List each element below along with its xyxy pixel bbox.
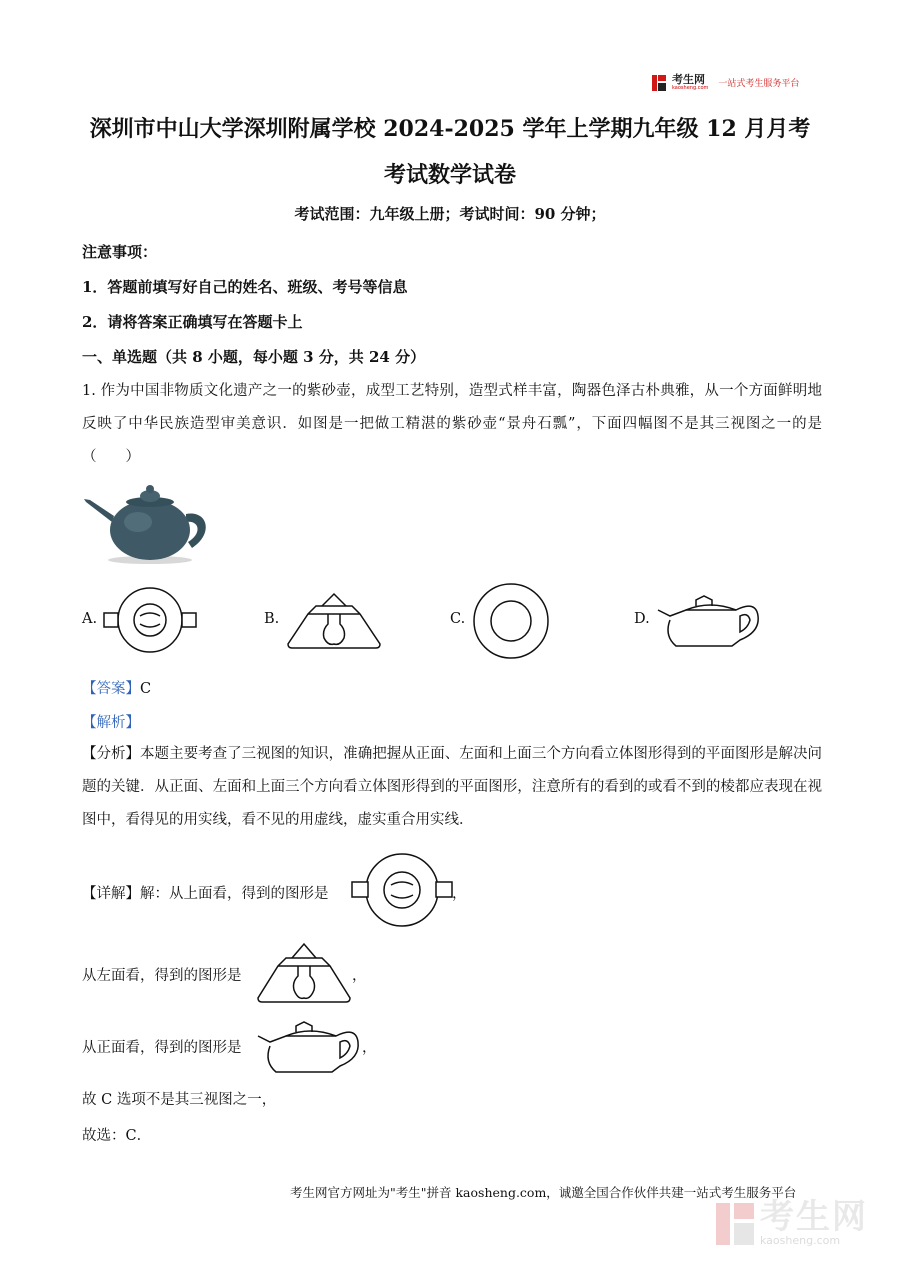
- option-b-label: B.: [264, 611, 280, 627]
- detail-left-text: 从左面看，得到的图形是: [82, 968, 242, 984]
- watermark-name: 考生网: [760, 1197, 868, 1237]
- detail-label: 【详解】: [82, 886, 140, 902]
- detail-top-comma: ，: [452, 886, 467, 902]
- header-slogan: 一站式考生服务平台: [718, 79, 800, 89]
- conclusion-text: 故 C 选项不是其三视图之一，: [82, 1092, 277, 1108]
- detail-left-comma: ，: [352, 968, 367, 984]
- notes-item-1: 1．答题前填写好自己的姓名、班级、考号等信息: [82, 278, 408, 296]
- option-d-front-view: [656, 590, 762, 648]
- kaosheng-logo-icon: [652, 75, 666, 91]
- option-a-top-view: [104, 586, 196, 654]
- watermark: [716, 1197, 868, 1247]
- notes-heading: 注意事项：: [82, 243, 158, 261]
- watermark-logo-icon: [716, 1201, 756, 1247]
- analysis-label: 【解析】: [82, 715, 140, 731]
- option-c-label: C.: [450, 611, 466, 627]
- detail-front-text: 从正面看，得到的图形是: [82, 1040, 242, 1056]
- section-heading: 一、单选题（共 8 小题，每小题 3 分，共 24 分）: [82, 348, 426, 366]
- detail-left-view-figure: [256, 942, 352, 1004]
- option-b-left-view: [286, 592, 382, 650]
- detail-top-text: 解：从上面看，得到的图形是: [140, 886, 329, 902]
- logo-domain: kaosheng.com: [672, 85, 709, 91]
- fenxi-text: 本题主要考查了三视图的知识，准确把握从正面、左面和上面三个方向看立体图形得到的平面图形是解决问题的关键．从正面、左面和上面三个方向看立体图形得到的平面图形，注意所有的看到的或看不到的棱都应表现在视图中，看得见的用实线，看不见的用虚线，虚实重合用实线．: [82, 746, 823, 828]
- page-footer: 考生网官方网址为"考生"拼音 kaosheng.com，诚邀全国合作伙伴共建一站式考生服务平台: [290, 1185, 797, 1200]
- exam-info: 考试范围：九年级上册；考试时间：90 分钟；: [294, 205, 606, 223]
- option-a-label: A.: [82, 611, 98, 627]
- detail-front-comma: ，: [362, 1040, 377, 1056]
- detail-front-view-figure: [256, 1014, 362, 1074]
- header-logo: [652, 74, 799, 91]
- detail-top-line: [82, 882, 329, 903]
- option-d-label: D.: [634, 611, 650, 627]
- fenxi-label: 【分析】: [82, 746, 141, 762]
- page-title-line1: 深圳市中山大学深圳附属学校 2024-2025 学年上学期九年级 12 月月考: [89, 116, 811, 142]
- watermark-domain: kaosheng.com: [760, 1234, 841, 1247]
- question-text: 1. 作为中国非物质文化遗产之一的紫砂壶，成型工艺特别，造型式样丰富，陶器色泽古朴典雅，从一个方面鲜明地反映了中华民族造型审美意识．如图是一把做工精湛的紫砂壶“景舟石瓢”，下面四幅图不是其三视图之一的是（ ）: [82, 383, 822, 465]
- option-c-circle-view: [472, 582, 550, 660]
- detail-top-view-figure: [352, 852, 456, 928]
- page-title-line2: 考试数学试卷: [383, 162, 516, 188]
- final-choice: 故选：C．: [82, 1128, 152, 1144]
- analysis-paragraph: [82, 738, 822, 837]
- logo-name: 考生网: [672, 73, 705, 86]
- notes-item-2: 2．请将答案正确填写在答题卡上: [82, 313, 303, 331]
- answer-label: 【答案】: [82, 681, 140, 697]
- teapot-image: [82, 482, 214, 564]
- answer-value: C: [140, 681, 152, 697]
- answer-line: [82, 677, 151, 698]
